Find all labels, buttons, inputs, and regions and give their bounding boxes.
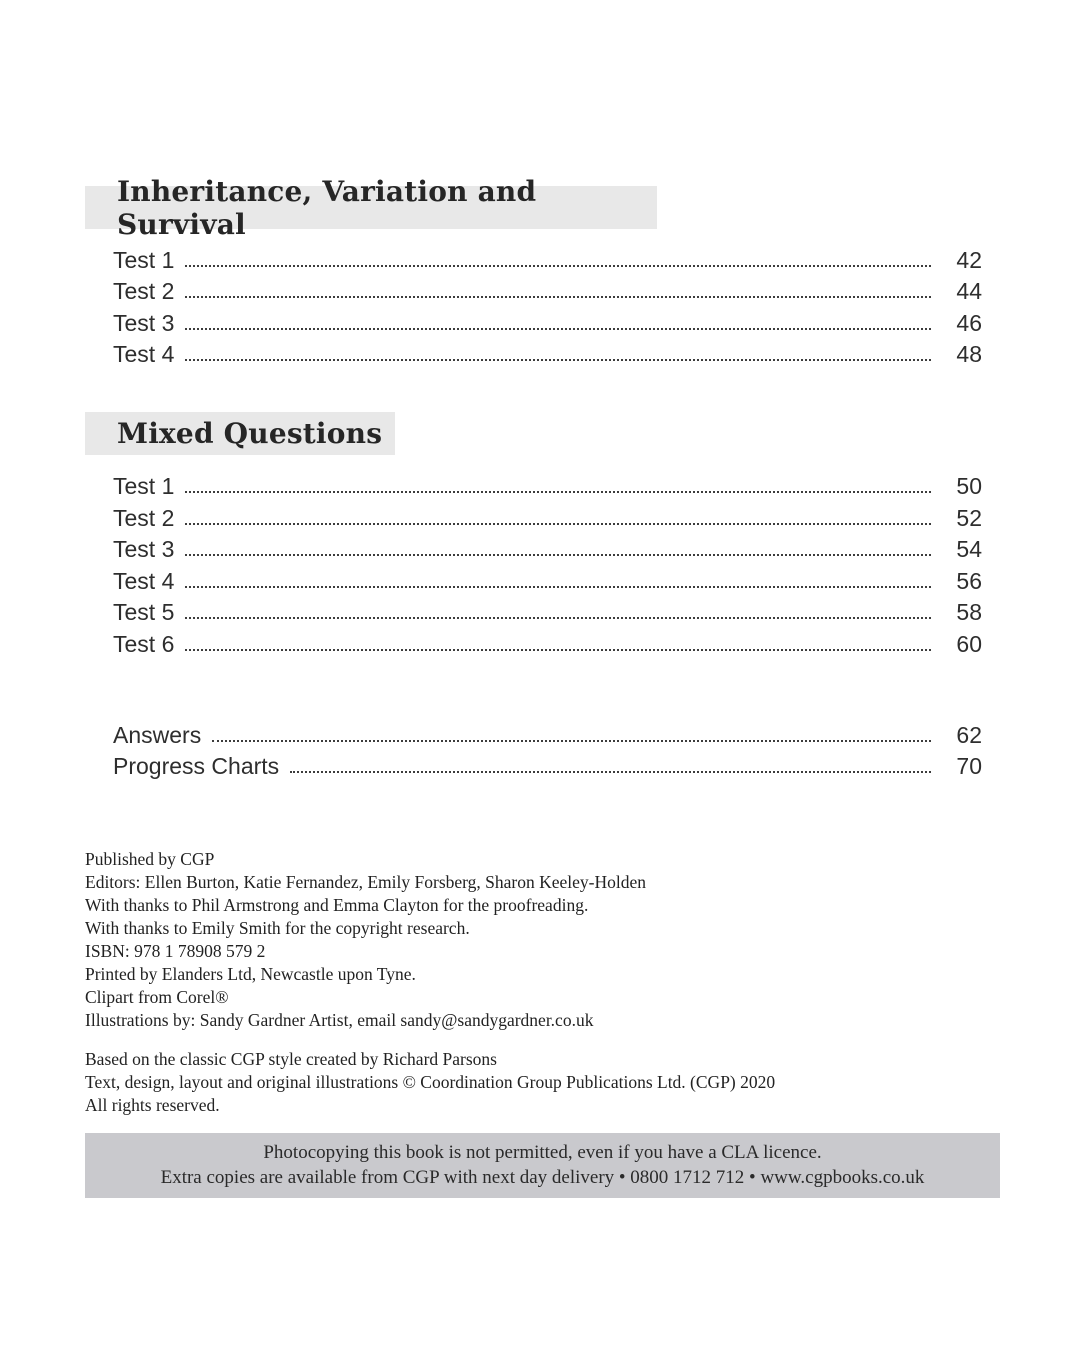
published-by-line: Published by CGP — [85, 849, 215, 870]
toc-entry-page: 70 — [956, 753, 982, 780]
colophon — [85, 848, 1000, 1117]
toc-list-inheritance — [85, 242, 1000, 368]
thanks-copyright-line: With thanks to Emily Smith for the copyright research. — [85, 918, 470, 939]
toc-entry-page: 62 — [956, 721, 982, 748]
toc-entry-label: Test 6 — [113, 630, 175, 657]
clipart-line: Clipart from Corel® — [85, 987, 229, 1008]
dotted-leader — [185, 586, 931, 588]
toc-entry-page: 46 — [956, 309, 982, 336]
dotted-leader — [185, 328, 931, 330]
dotted-leader — [185, 617, 931, 619]
toc-entry-label: Progress Charts — [113, 753, 280, 780]
page-content — [85, 0, 1000, 1198]
dotted-leader — [185, 523, 931, 525]
photocopying-notice-bar — [85, 1133, 1000, 1198]
section-heading-label: Mixed Questions — [117, 417, 383, 451]
toc-entry-page: 56 — [956, 567, 982, 594]
toc-entry — [113, 626, 982, 658]
toc-entry-page: 54 — [956, 536, 982, 563]
section-heading-label: Inheritance, Variation and Survival — [117, 174, 537, 241]
section-heading-inheritance — [85, 174, 657, 241]
photocopying-line: Photocopying this book is not permitted, even if you have a CLA licence. — [263, 1142, 822, 1164]
toc-entry-label: Test 2 — [113, 278, 175, 305]
toc-entry-label: Answers — [113, 721, 202, 748]
toc-entry-page: 48 — [956, 341, 982, 368]
section-heading-mixed-questions — [85, 412, 395, 455]
toc-entry — [113, 242, 982, 274]
printed-by-line: Printed by Elanders Ltd, Newcastle upon Tyne. — [85, 964, 416, 985]
toc-entry-label: Test 2 — [113, 504, 175, 531]
extra-copies-line: Extra copies are available from CGP with next day delivery • 0800 1712 712 • www.cgpbooks.co.uk — [160, 1167, 925, 1189]
toc-entry-page: 52 — [956, 504, 982, 531]
toc-entry-label: Test 4 — [113, 567, 175, 594]
dotted-leader — [185, 491, 931, 493]
toc-entry-label: Test 1 — [113, 246, 175, 273]
rights-line: All rights reserved. — [85, 1095, 220, 1116]
based-on-line: Based on the classic CGP style created by Richard Parsons — [85, 1049, 497, 1070]
toc-entry-label: Test 3 — [113, 536, 175, 563]
toc-list-mixed-questions — [85, 468, 1000, 658]
toc-entry — [113, 717, 982, 749]
dotted-leader — [185, 554, 931, 556]
dotted-leader — [185, 265, 931, 267]
toc-entry — [113, 595, 982, 627]
copyright-line: Text, design, layout and original illustrations © Coordination Group Publications Ltd. (CGP) 2020 — [85, 1072, 776, 1093]
toc-entry-label: Test 4 — [113, 341, 175, 368]
toc-entry — [113, 749, 982, 781]
toc-entry — [113, 305, 982, 337]
printing-block — [85, 963, 1000, 1032]
dotted-leader — [185, 359, 931, 361]
toc-entry-page: 60 — [956, 630, 982, 657]
toc-entry — [113, 500, 982, 532]
toc-entry — [113, 337, 982, 369]
toc-entry-label: Test 5 — [113, 599, 175, 626]
editors-line: Editors: Ellen Burton, Katie Fernandez, Emily Forsberg, Sharon Keeley-Holden — [85, 872, 647, 893]
dotted-leader — [212, 740, 931, 742]
isbn-line: ISBN: 978 1 78908 579 2 — [85, 941, 266, 962]
dotted-leader — [185, 296, 931, 298]
illustrations-line: Illustrations by: Sandy Gardner Artist, email sandy@sandygardner.co.uk — [85, 1010, 594, 1031]
dotted-leader — [185, 649, 931, 651]
toc-entry — [113, 563, 982, 595]
thanks-proofreading-line: With thanks to Phil Armstrong and Emma Clayton for the proofreading. — [85, 895, 589, 916]
toc-entry-label: Test 1 — [113, 472, 175, 499]
dotted-leader — [290, 771, 931, 773]
toc-entry-page: 44 — [956, 278, 982, 305]
toc-entry — [113, 468, 982, 500]
toc-entry-page: 42 — [956, 246, 982, 273]
toc-entry — [113, 274, 982, 306]
toc-entry-label: Test 3 — [113, 309, 175, 336]
toc-entry-page: 50 — [956, 472, 982, 499]
toc-entry-page: 58 — [956, 599, 982, 626]
copyright-block — [85, 1071, 1000, 1117]
toc-entry — [113, 532, 982, 564]
toc-list-extras — [85, 717, 1000, 780]
